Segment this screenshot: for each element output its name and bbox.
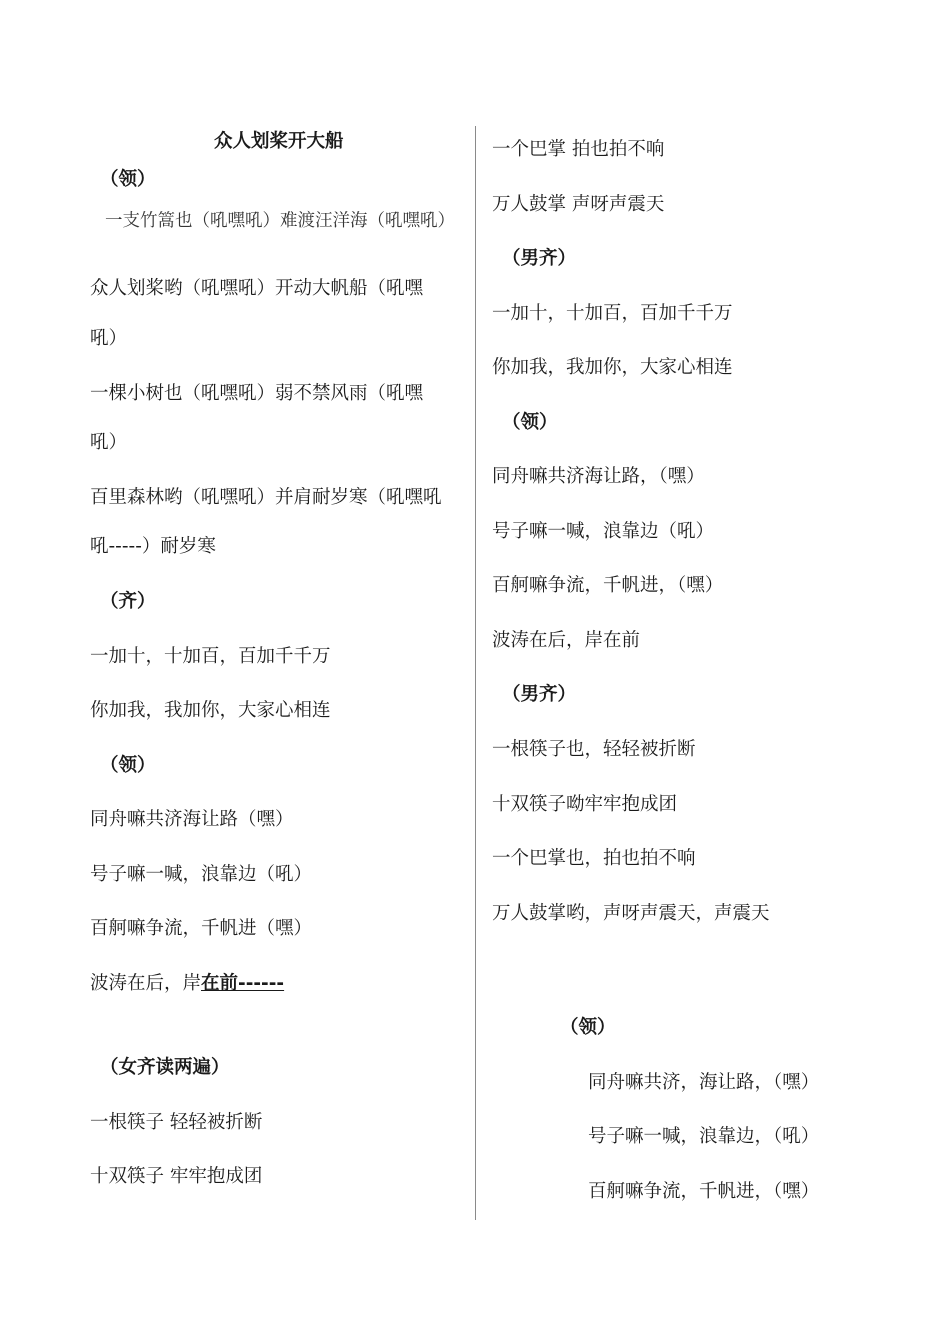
lyric-line: 十双筷子呦牢牢抱成团 <box>492 794 678 815</box>
lyric-line: 波涛在后，岸在前 <box>492 630 641 651</box>
lyric-line: 一加十，十加百，百加千千万 <box>492 303 733 324</box>
lyric-line <box>90 975 284 994</box>
song-title: 众人划桨开大船 <box>214 131 344 152</box>
part-heading: （齐） <box>100 591 156 612</box>
lyric-line: 同舟嘛共济海让路，（嘿） <box>492 466 705 487</box>
lyric-line: 一根筷子也，轻轻被折断 <box>492 739 696 760</box>
song-subtitle: 一支竹篙也（吼嘿吼）难渡汪洋海（吼嘿吼） <box>105 211 455 231</box>
lyric-line: 万人鼓掌 声呀声震天 <box>492 194 665 215</box>
part-heading: （领） <box>100 755 156 776</box>
lyric-text: 波涛在后，岸 <box>90 973 202 994</box>
lyric-line: 一棵小树也（吼嘿吼）弱不禁风雨（吼嘿 <box>90 383 424 404</box>
lyric-line: 百里森林哟（吼嘿吼）并肩耐岁寒（吼嘿吼 <box>90 487 442 508</box>
lyric-line: 一个巴掌也，拍也拍不响 <box>492 848 696 869</box>
underlined-ending: 在前------ <box>201 973 285 994</box>
lyric-line: 同舟嘛共济海让路（嘿） <box>90 809 294 830</box>
column-divider <box>475 126 476 1220</box>
lyric-line: 你加我，我加你，大家心相连 <box>492 357 733 378</box>
lyric-line: 百舸嘛争流，千帆进，（嘿） <box>588 1181 820 1202</box>
lyric-line: 吼-----）耐岁寒 <box>90 536 216 557</box>
lyric-line: 众人划桨哟（吼嘿吼）开动大帆船（吼嘿 <box>90 278 424 299</box>
part-heading: （男齐） <box>502 684 577 705</box>
lyric-line: 百舸嘛争流，千帆进（嘿） <box>90 918 313 939</box>
lyric-line: 号子嘛一喊，浪靠边（吼） <box>492 521 715 542</box>
lyric-line: 号子嘛一喊，浪靠边（吼） <box>90 864 313 885</box>
part-heading: （男齐） <box>502 248 577 269</box>
lyric-line: 一个巴掌 拍也拍不响 <box>492 139 665 160</box>
lyric-line: 吼） <box>90 328 128 349</box>
lyric-line: 万人鼓掌哟，声呀声震天，声震天 <box>492 903 770 924</box>
part-heading: （领） <box>502 412 558 433</box>
part-heading: （领） <box>560 1017 616 1038</box>
lyric-line: 十双筷子 牢牢抱成团 <box>90 1166 263 1187</box>
lyric-line: 吼） <box>90 432 128 453</box>
lyric-line: 号子嘛一喊，浪靠边，（吼） <box>588 1126 820 1147</box>
part-heading: （女齐读两遍） <box>100 1057 230 1078</box>
lyric-line: 一根筷子 轻轻被折断 <box>90 1112 263 1133</box>
lyric-line: 同舟嘛共济，海让路，（嘿） <box>588 1072 820 1093</box>
lyric-line: 你加我，我加你，大家心相连 <box>90 700 331 721</box>
lyric-line: 一加十，十加百，百加千千万 <box>90 646 331 667</box>
part-heading: （领） <box>100 169 156 190</box>
lyric-line: 百舸嘛争流，千帆进，（嘿） <box>492 575 724 596</box>
